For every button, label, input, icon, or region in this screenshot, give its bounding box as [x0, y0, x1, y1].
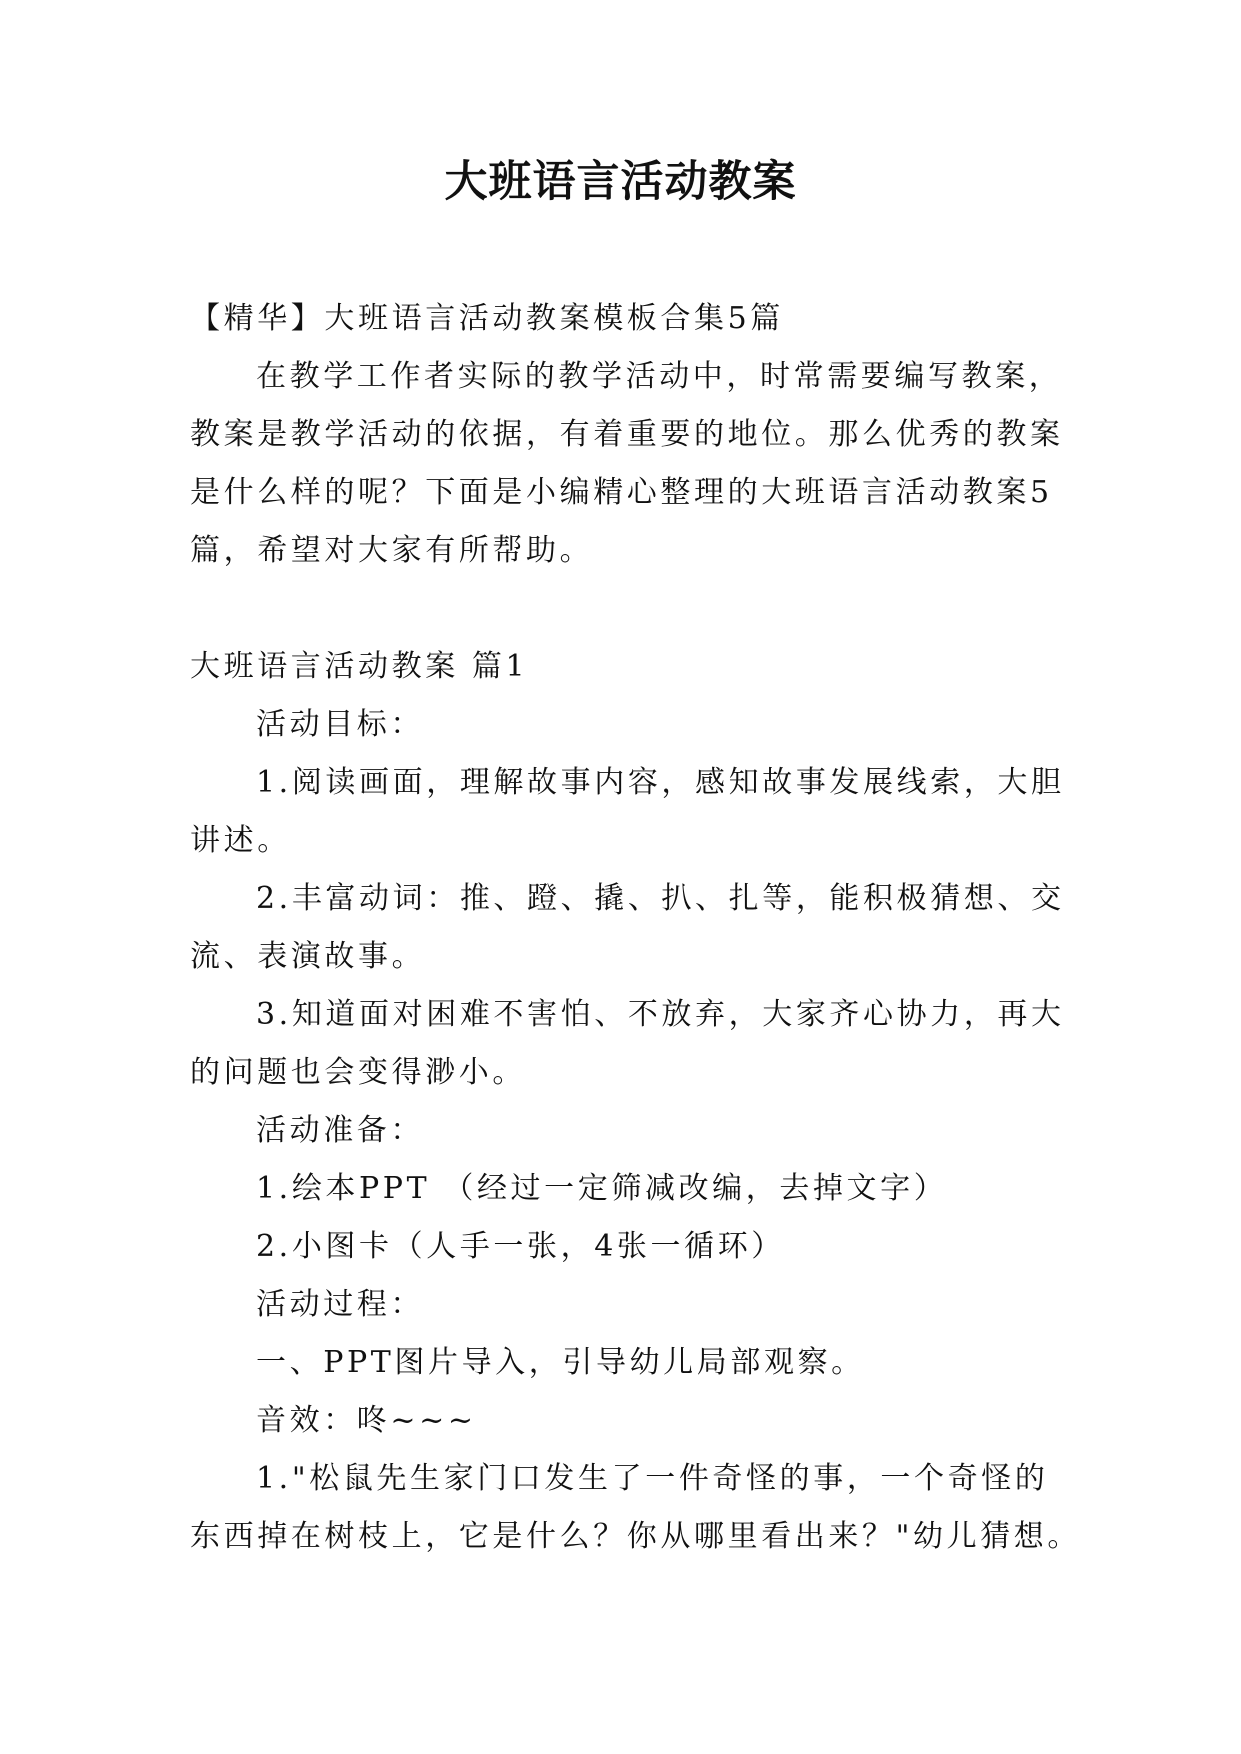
process-heading: 活动过程： [256, 1287, 424, 1322]
goal-item: 1.阅读画面，理解故事内容，感知故事发展线索，大胆 [256, 765, 1065, 800]
process-step: 一、PPT图片导入，引导幼儿局部观察。 [256, 1345, 865, 1380]
paragraph-gap [190, 580, 1070, 638]
goal-item-continuation: 流、表演故事。 [190, 939, 426, 974]
document-title: 大班语言活动教案 [444, 157, 797, 207]
intro-line: 篇，希望对大家有所帮助。 [190, 533, 594, 568]
prep-item: 2.小图卡（人手一张，4张一循环） [256, 1229, 785, 1264]
subtitle: 【精华】大班语言活动教案模板合集5篇 [190, 301, 784, 336]
prep-heading: 活动准备： [256, 1113, 424, 1148]
goals-heading: 活动目标： [256, 707, 424, 742]
prep-item: 1.绘本PPT （经过一定筛减改编，去掉文字） [256, 1171, 948, 1206]
process-item-continuation: 东西掉在树枝上，它是什么？你从哪里看出来？"幼儿猜想。 [190, 1519, 1081, 1554]
section-heading: 大班语言活动教案 篇1 [190, 649, 529, 684]
document-body [190, 290, 1081, 1566]
intro-line: 是什么样的呢？下面是小编精心整理的大班语言活动教案5 [190, 475, 1053, 510]
goal-item-continuation: 讲述。 [190, 823, 291, 858]
intro-line: 教案是教学活动的依据，有着重要的地位。那么优秀的教案 [190, 417, 1064, 452]
goal-item-continuation: 的问题也会变得渺小。 [190, 1055, 526, 1090]
process-item: 1."松鼠先生家门口发生了一件奇怪的事，一个奇怪的 [256, 1461, 1049, 1496]
intro-line: 在教学工作者实际的教学活动中，时常需要编写教案， [256, 359, 1063, 394]
goal-item: 3.知道面对困难不害怕、不放弃，大家齐心协力，再大 [256, 997, 1065, 1032]
process-step: 音效：咚~~~ [256, 1403, 477, 1438]
goal-item: 2.丰富动词：推、蹬、撬、扒、扎等，能积极猜想、交 [256, 881, 1065, 916]
